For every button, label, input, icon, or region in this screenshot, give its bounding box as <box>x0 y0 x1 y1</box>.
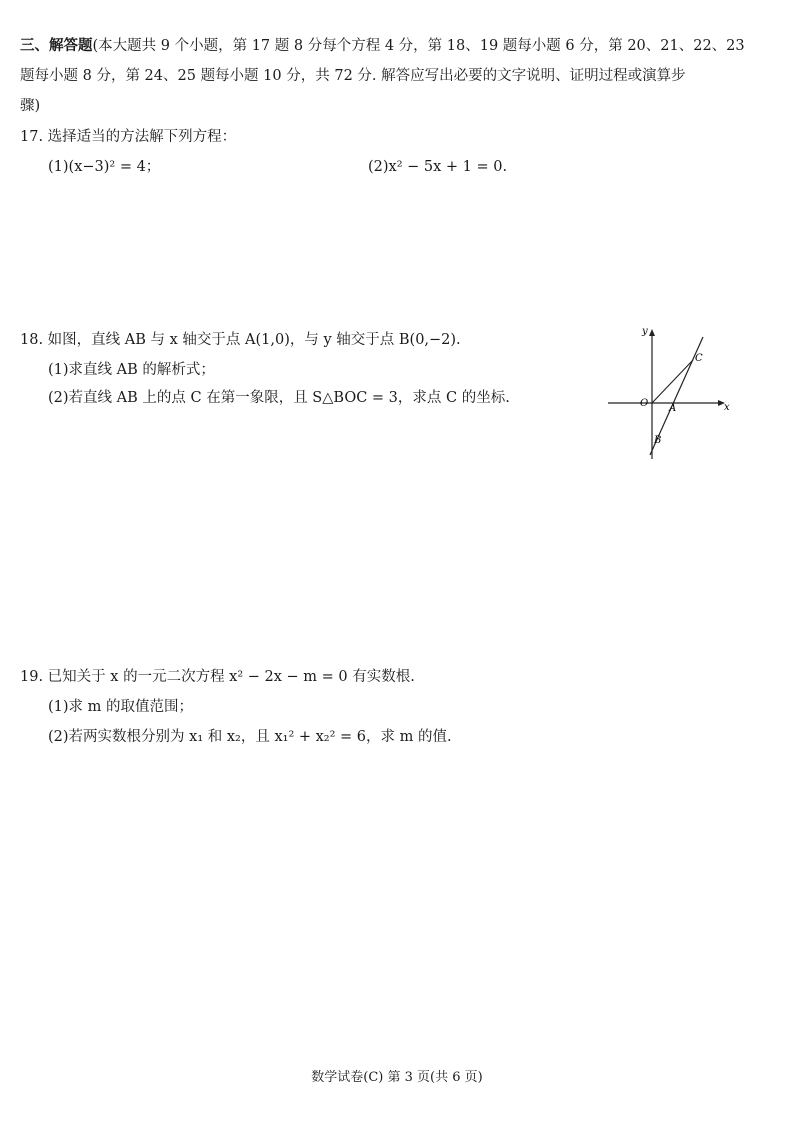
segment-oc <box>652 360 693 403</box>
q19-part1: (1)求 m 的取值范围； <box>48 699 194 715</box>
x-axis-label: x <box>724 402 730 413</box>
y-axis-label: y <box>642 326 648 337</box>
section-intro-line2: 题每小题 8 分，第 24、25 题每小题 10 分，共 72 分. 解答应写出必要的文字说明、证明过程或演算步 <box>20 68 686 84</box>
q17-part1: (1)(x−3)² = 4； <box>48 159 161 175</box>
section-intro-line1: (本大题共 9 个小题，第 17 题 8 分每个方程 4 分，第 18、19 题每小题 6 分，第 20、21、22、23 <box>92 38 745 54</box>
q17-stem: 17. 选择适当的方法解下列方程： <box>20 129 237 145</box>
section-header <box>20 36 745 56</box>
point-c-label: C <box>695 353 703 364</box>
q19-part2: (2)若两实数根分别为 x₁ 和 x₂，且 x₁² + x₂² = 6，求 m 的值. <box>48 729 452 745</box>
origin-label: O <box>640 398 649 409</box>
q18-figure <box>606 325 736 460</box>
q18-stem: 18. 如图，直线 AB 与 x 轴交于点 A(1,0)，与 y 轴交于点 B(0,−2). <box>20 332 461 348</box>
y-axis-arrow <box>649 329 655 336</box>
section-title: 三、解答题 <box>20 37 93 54</box>
q18-part2: (2)若直线 AB 上的点 C 在第一象限，且 S△BOC = 3，求点 C 的坐标. <box>48 390 510 406</box>
page-footer: 数学试卷(C) 第 3 页(共 6 页) <box>311 1070 483 1085</box>
q18-part1: (1)求直线 AB 的解析式； <box>48 362 215 378</box>
q17-part2: (2)x² − 5x + 1 = 0. <box>368 159 508 175</box>
point-b-label: B <box>654 435 662 446</box>
point-a-label: A <box>669 403 677 414</box>
section-intro-line3: 骤) <box>20 98 41 114</box>
q19-stem: 19. 已知关于 x 的一元二次方程 x² − 2x − m = 0 有实数根. <box>20 669 415 685</box>
